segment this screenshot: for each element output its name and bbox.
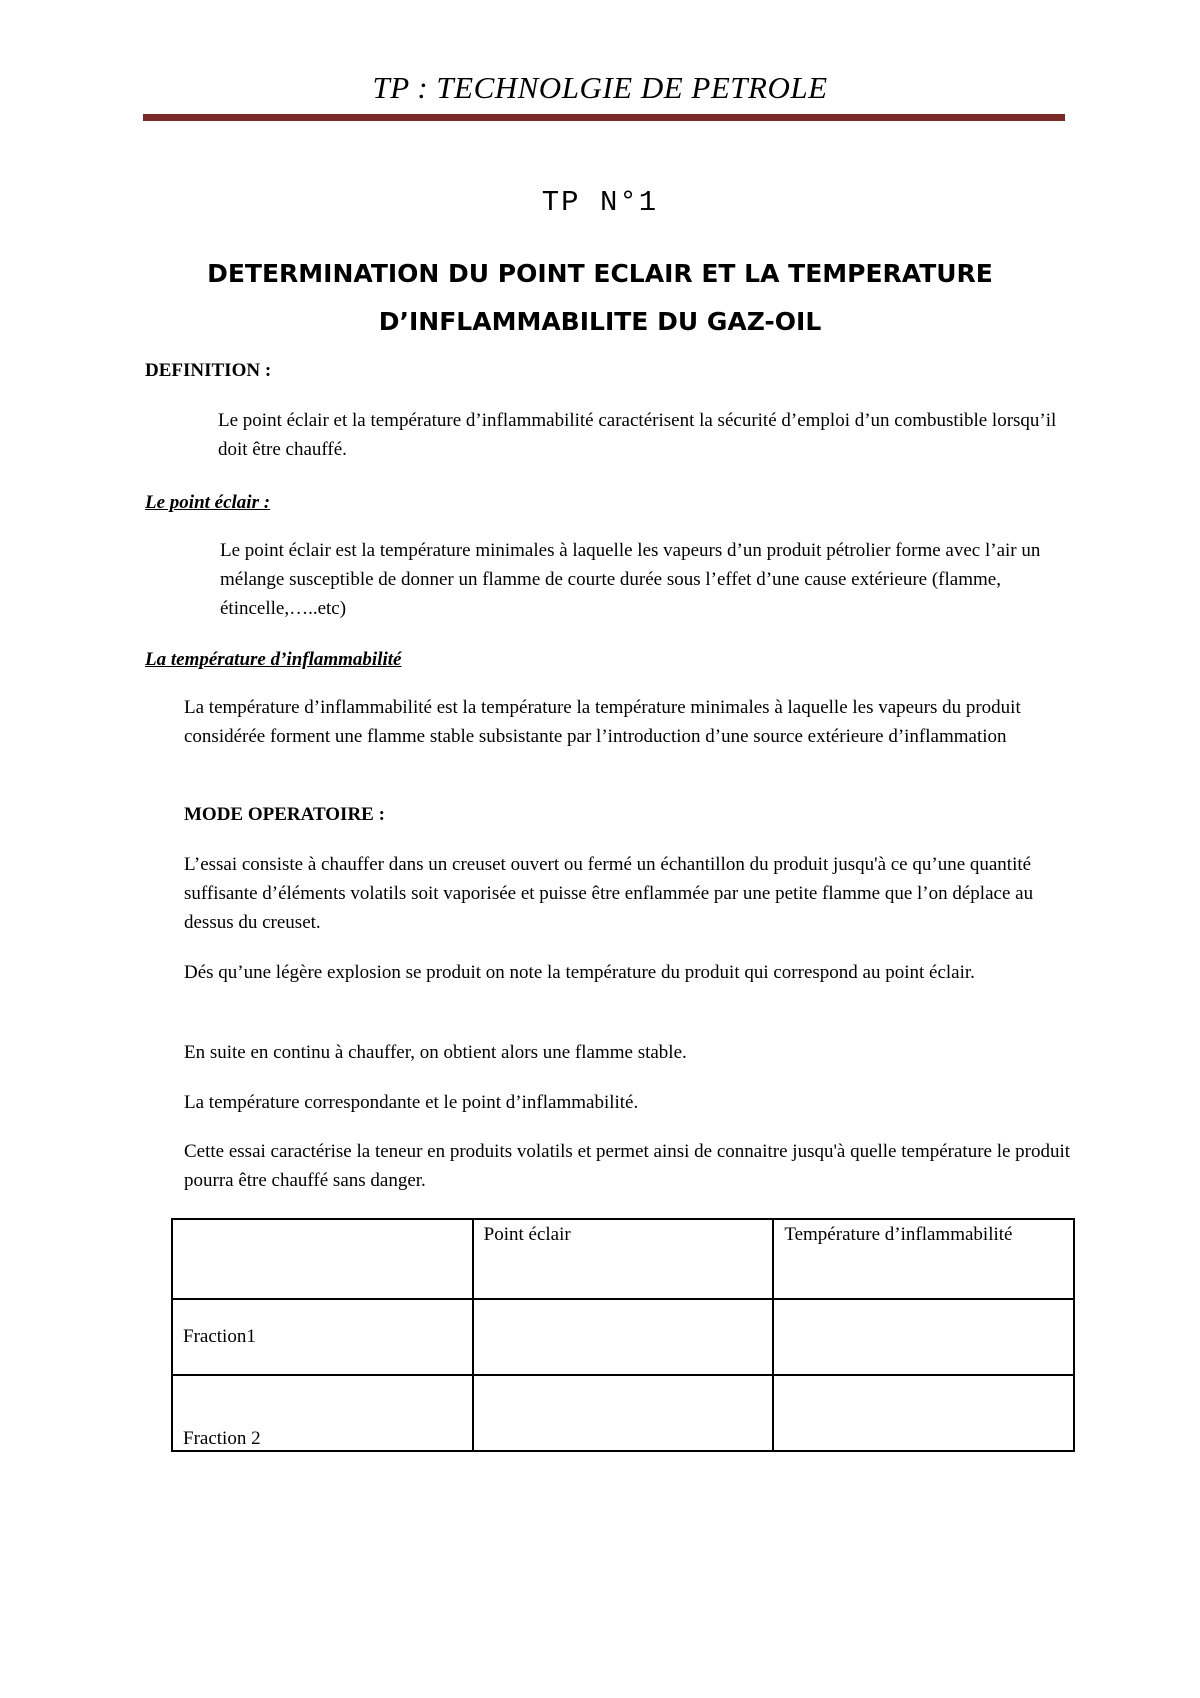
table-header-cell: Point éclair (473, 1219, 774, 1299)
temperature-inflammabilite-heading: La température d’inflammabilité (145, 649, 402, 670)
definition-text: Le point éclair et la température d’inflammabilité caractérisent la sécurité d’emploi d’un combustible lorsqu’il doit être chauffé. (218, 410, 1057, 460)
table-cell-point-eclair (473, 1375, 774, 1451)
table-row (172, 1299, 1074, 1375)
main-title-line-2: D’INFLAMMABILITE DU GAZ-OIL (378, 307, 822, 336)
table-header-row (172, 1219, 1074, 1299)
page-header-title: TP : TECHNOLGIE DE PETROLE (372, 70, 828, 105)
table-row (172, 1375, 1074, 1451)
definition-heading: DEFINITION : (145, 360, 272, 381)
table-header-cell: Température d’inflammabilité (773, 1219, 1074, 1299)
table-cell-temperature-inflammabilite (773, 1375, 1074, 1451)
point-eclair-heading: Le point éclair : (145, 492, 271, 513)
table-row-label: Fraction 2 (172, 1375, 473, 1451)
main-title (130, 250, 1070, 346)
table-header-cell (172, 1219, 473, 1299)
mode-operatoire-paragraph: Dés qu’une légère explosion se produit on note la température du produit qui correspond au point éclair. (184, 962, 975, 983)
mode-operatoire-paragraph: Cette essai caractérise la teneur en produits volatils et permet ainsi de connaitre jusqu'à quelle température le produit pourra être chauffé sans danger. (184, 1141, 1071, 1191)
point-eclair-text: Le point éclair est la température minimales à laquelle les vapeurs d’un produit pétrolier forme avec l’air un mélange susceptible de donner un flamme de courte durée sous l’effet d’une cause extérieure (flamme, étincelle,…..etc) (220, 540, 1041, 619)
mode-operatoire-paragraph: L’essai consiste à chauffer dans un creuset ouvert ou fermé un échantillon du produit jusqu'à ce qu’une quantité suffisante d’éléments volatils soit vaporisée et puisse être enflammée par une petite flamme que l’on déplace au dessus du creuset. (184, 854, 1034, 933)
tp-number: TP N°1 (541, 186, 659, 219)
mode-operatoire-heading: MODE OPERATOIRE : (184, 804, 385, 825)
mode-operatoire-paragraph: En suite en continu à chauffer, on obtient alors une flamme stable. (184, 1042, 687, 1063)
table-cell-temperature-inflammabilite (773, 1299, 1074, 1375)
header-divider (143, 114, 1065, 121)
temperature-inflammabilite-text: La température d’inflammabilité est la température la température minimales à laquelle les vapeurs du produit considérée forment une flamme stable subsistante par l’introduction d’une source extérieure d’inflammation (184, 697, 1021, 747)
mode-operatoire-paragraph: La température correspondante et le point d’inflammabilité. (184, 1092, 639, 1113)
table-row-label: Fraction1 (172, 1299, 473, 1375)
main-title-line-1: DETERMINATION DU POINT ECLAIR ET LA TEMPERATURE (207, 259, 993, 288)
results-table (171, 1218, 1075, 1452)
table-cell-point-eclair (473, 1299, 774, 1375)
